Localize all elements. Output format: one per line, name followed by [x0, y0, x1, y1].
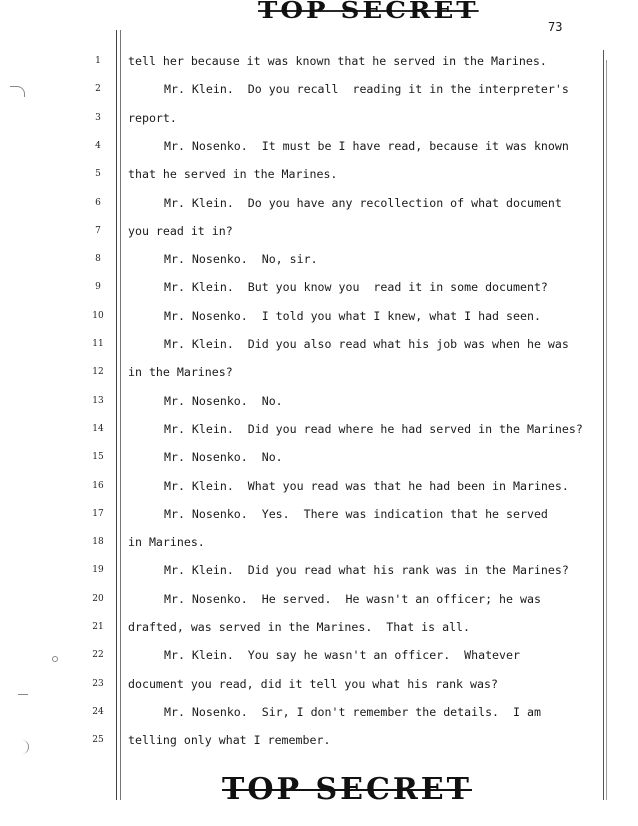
line-text: Mr. Klein. Do you have any recollection of what document — [164, 195, 562, 210]
line-text: tell her because it was known that he served in the Marines. — [128, 54, 547, 68]
scan-mark — [52, 656, 58, 662]
transcript-line — [0, 448, 638, 468]
line-number: 15 — [92, 452, 104, 463]
line-text: Mr. Klein. Do you recall reading it in the interpreter's — [164, 82, 569, 97]
line-number: 3 — [95, 112, 101, 123]
line-text: Mr. Klein. Did you also read what his job was when he was — [164, 337, 569, 351]
transcript-line — [0, 52, 638, 72]
line-text: telling only what I remember. — [128, 733, 331, 748]
top-secret-stamp-footer: TOP SECRET — [222, 772, 472, 807]
page-number: 73 — [548, 20, 563, 34]
transcript-line — [0, 646, 638, 666]
line-number: 9 — [95, 282, 101, 293]
line-text: that he served in the Marines. — [128, 167, 338, 182]
line-number: 10 — [92, 310, 104, 321]
transcript-line — [0, 137, 638, 157]
line-number: 2 — [95, 84, 101, 95]
line-text: Mr. Klein. What you read was that he had been in Marines. — [164, 478, 569, 493]
transcript-line — [0, 392, 638, 412]
line-number: 23 — [92, 678, 104, 689]
transcript-line — [0, 731, 638, 751]
line-text: Mr. Nosenko. Sir, I don't remember the details. I am — [164, 704, 541, 719]
line-text: Mr. Klein. But you know you read it in some document? — [164, 280, 548, 295]
transcript-line — [0, 561, 638, 581]
transcript-line — [0, 533, 638, 553]
line-number: 24 — [92, 706, 104, 717]
line-number: 25 — [92, 735, 104, 746]
line-number: 5 — [95, 169, 101, 180]
line-text: Mr. Klein. Did you read what his rank was in the Marines? — [164, 563, 569, 578]
line-text: Mr. Nosenko. No, sir. — [164, 252, 318, 267]
line-text: Mr. Nosenko. It must be I have read, because it was known — [164, 138, 569, 153]
line-number: 4 — [95, 140, 101, 151]
line-text: Mr. Nosenko. No. — [164, 393, 283, 408]
line-text: in Marines. — [128, 535, 205, 550]
line-number: 1 — [95, 56, 101, 66]
line-text: Mr. Klein. You say he wasn't an officer. Whatever — [164, 648, 520, 663]
scan-mark — [18, 688, 28, 695]
transcript-line — [0, 505, 638, 525]
line-number: 17 — [92, 508, 104, 519]
transcript-line — [0, 80, 638, 100]
transcript-line — [0, 477, 638, 497]
scan-mark — [20, 740, 29, 754]
line-text: Mr. Klein. Did you read where he had served in the Marines? — [164, 421, 583, 436]
line-number: 6 — [95, 197, 101, 208]
line-number: 7 — [95, 225, 101, 236]
line-number: 18 — [92, 537, 104, 548]
line-text: you read it in? — [128, 223, 233, 238]
line-text: Mr. Nosenko. I told you what I knew, what I had seen. — [164, 308, 541, 323]
line-text: in the Marines? — [128, 365, 233, 380]
transcript-line — [0, 307, 638, 327]
transcript-line — [0, 335, 638, 355]
transcript-line — [0, 109, 638, 129]
top-secret-stamp-header: TOP SECRET — [258, 0, 479, 25]
line-number: 8 — [95, 254, 101, 265]
line-text: drafted, was served in the Marines. That is all. — [128, 620, 471, 634]
line-number: 21 — [92, 622, 104, 632]
line-text: Mr. Nosenko. Yes. There was indication that he served — [164, 506, 548, 521]
line-number: 20 — [92, 593, 104, 604]
transcript-line — [0, 250, 638, 270]
line-text: document you read, did it tell you what his rank was? — [128, 676, 498, 691]
transcript-line — [0, 420, 638, 440]
transcript-line — [0, 675, 638, 695]
line-number: 16 — [92, 480, 104, 491]
transcript-line — [0, 590, 638, 610]
transcript-line — [0, 363, 638, 383]
line-text: report. — [128, 110, 177, 125]
line-number: 11 — [92, 339, 104, 349]
line-number: 14 — [92, 423, 104, 434]
transcript-line — [0, 618, 638, 638]
line-number: 19 — [92, 565, 104, 576]
scan-mark — [10, 86, 25, 97]
transcript-line — [0, 165, 638, 185]
transcript-line — [0, 278, 638, 298]
line-number: 22 — [92, 650, 104, 661]
transcript-line — [0, 222, 638, 242]
line-number: 12 — [92, 367, 104, 378]
transcript-line — [0, 194, 638, 214]
transcript-line — [0, 703, 638, 723]
line-number: 13 — [92, 395, 104, 406]
line-text: Mr. Nosenko. He served. He wasn't an officer; he was — [164, 591, 541, 606]
line-text: Mr. Nosenko. No. — [164, 450, 283, 465]
